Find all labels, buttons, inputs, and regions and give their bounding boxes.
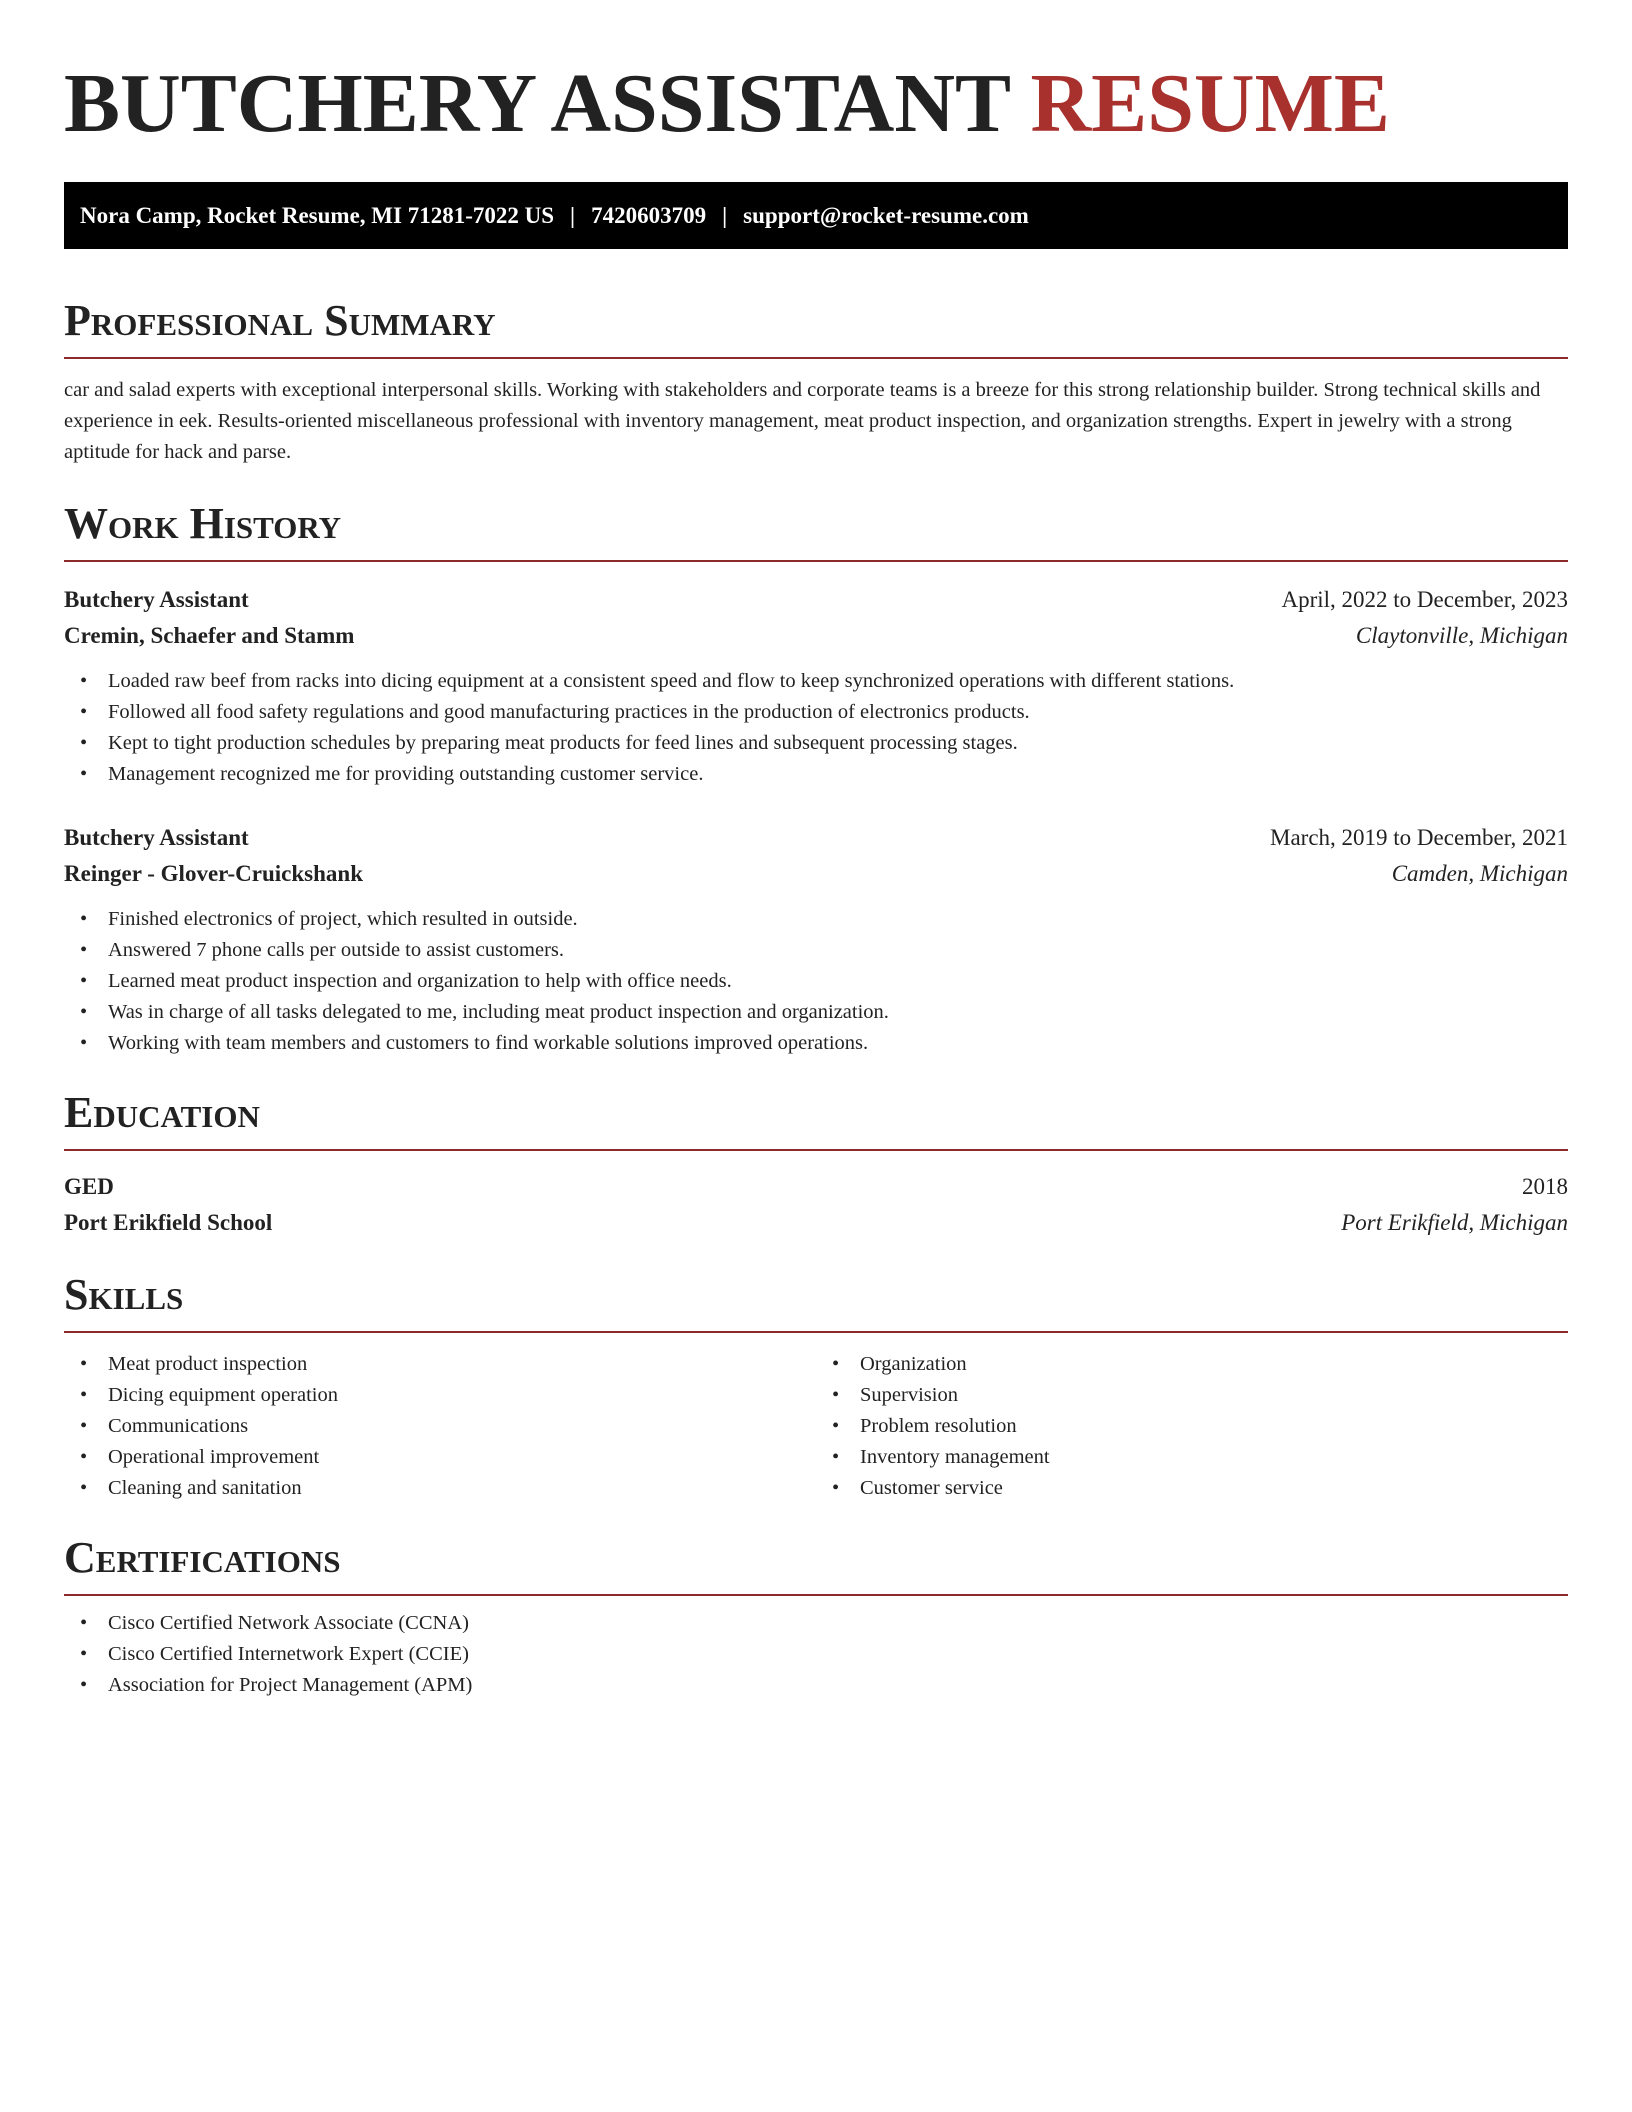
list-item: • Answered 7 phone calls per outside to assist customers. [64, 935, 1568, 966]
certification-item: • Association for Project Management (APM) [64, 1670, 1568, 1701]
job-title: Butchery Assistant [64, 825, 249, 850]
education-row [64, 1169, 1568, 1205]
list-item: • Management recognized me for providing outstanding customer service. [64, 759, 1568, 790]
contact-separator: | [570, 202, 576, 228]
skill-item: • Dicing equipment operation [64, 1380, 816, 1411]
skill-item: • Organization [816, 1349, 1568, 1380]
job-bullets [64, 904, 1568, 1059]
contact-bar [64, 182, 1568, 249]
certifications-heading: Certifications [64, 1532, 1568, 1596]
job-row [64, 856, 1568, 892]
work-history-heading: Work History [64, 498, 1568, 562]
work-history-section [64, 498, 1568, 1059]
skills-left-column [64, 1349, 816, 1504]
job-row [64, 820, 1568, 856]
contact-email: support@rocket-resume.com [743, 202, 1029, 228]
list-item: • Loaded raw beef from racks into dicing equipment at a consistent speed and flow to keep synchronized operations with different stations. [64, 666, 1568, 697]
job-dates: April, 2022 to December, 2023 [1281, 587, 1568, 612]
job-company: Reinger - Glover-Cruickshank [64, 861, 363, 886]
skills-columns [64, 1349, 1568, 1504]
skill-item: • Meat product inspection [64, 1349, 816, 1380]
title-main: BUTCHERY ASSISTANT [64, 57, 1010, 150]
skill-item: • Communications [64, 1411, 816, 1442]
job-location: Camden, Michigan [1391, 861, 1568, 886]
education-row [64, 1205, 1568, 1241]
education-year: 2018 [1522, 1174, 1568, 1199]
job-dates: March, 2019 to December, 2021 [1270, 825, 1568, 850]
education-degree: GED [64, 1174, 114, 1199]
list-item: • Was in charge of all tasks delegated to me, including meat product inspection and organization. [64, 997, 1568, 1028]
summary-text: car and salad experts with exceptional interpersonal skills. Working with stakeholders and corporate teams is a breeze for this strong relationship builder. Strong technical skills and experience in eek. Results-oriented miscellaneous professional with inventory management, meat product inspection, and organization strengths. Expert in jewelry with a strong aptitude for hack and parse. [64, 379, 1541, 463]
summary-heading: Professional Summary [64, 295, 1568, 359]
job-company: Cremin, Schaefer and Stamm [64, 623, 355, 648]
certification-item: • Cisco Certified Internetwork Expert (CCIE) [64, 1639, 1568, 1670]
education-heading: Education [64, 1087, 1568, 1151]
list-item: • Working with team members and customers to find workable solutions improved operations. [64, 1028, 1568, 1059]
list-item: • Finished electronics of project, which resulted in outside. [64, 904, 1568, 935]
contact-separator: | [722, 202, 728, 228]
certifications-list [64, 1608, 1568, 1701]
skills-section [64, 1269, 1568, 1504]
list-item: • Learned meat product inspection and organization to help with office needs. [64, 966, 1568, 997]
resume-title [64, 58, 1568, 150]
title-accent: RESUME [1030, 57, 1390, 150]
skill-item: • Inventory management [816, 1442, 1568, 1473]
job-bullets [64, 666, 1568, 790]
job-title: Butchery Assistant [64, 587, 249, 612]
skill-item: • Customer service [816, 1473, 1568, 1504]
education-section [64, 1087, 1568, 1241]
skill-item: • Operational improvement [64, 1442, 816, 1473]
education-entry [64, 1169, 1568, 1241]
skills-heading: Skills [64, 1269, 1568, 1333]
skills-right-column [816, 1349, 1568, 1504]
summary-section [64, 295, 1568, 468]
job-location: Claytonville, Michigan [1355, 623, 1568, 648]
certifications-section [64, 1532, 1568, 1701]
education-location: Port Erikfield, Michigan [1341, 1210, 1568, 1235]
skill-item: • Cleaning and sanitation [64, 1473, 816, 1504]
job-entry [64, 582, 1568, 790]
certification-item: • Cisco Certified Network Associate (CCNA) [64, 1608, 1568, 1639]
job-row [64, 582, 1568, 618]
skill-item: • Problem resolution [816, 1411, 1568, 1442]
list-item: • Followed all food safety regulations and good manufacturing practices in the production of electronics products. [64, 697, 1568, 728]
job-entry [64, 820, 1568, 1059]
contact-phone: 7420603709 [591, 202, 707, 228]
skill-item: • Supervision [816, 1380, 1568, 1411]
list-item: • Kept to tight production schedules by preparing meat products for feed lines and subsequent processing stages. [64, 728, 1568, 759]
education-school: Port Erikfield School [64, 1210, 273, 1235]
job-row [64, 618, 1568, 654]
contact-address: Nora Camp, Rocket Resume, MI 71281-7022 US [80, 202, 555, 228]
